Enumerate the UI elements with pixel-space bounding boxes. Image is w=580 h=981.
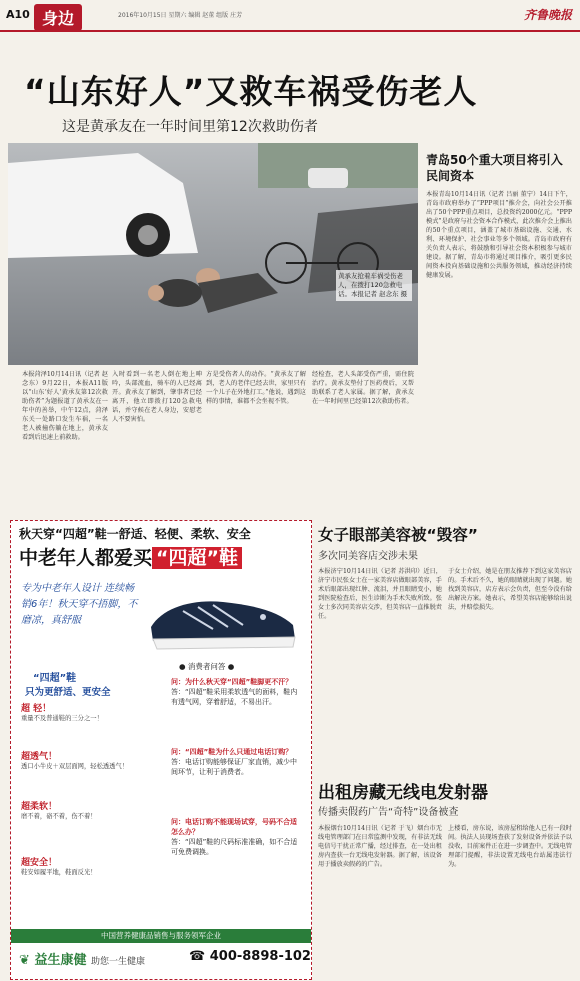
ad-bullet: 超透气！ 透口小牛皮＋双层面网，轻松透透气！	[21, 752, 129, 770]
hotline	[189, 949, 311, 964]
issue-meta: 2016年10月15日 星期六 编辑 赵董 组版 庄芳	[118, 12, 243, 19]
main-story-col4: 经检查，老人头部受伤严重，需住院治疗。黄承友垫付了医药费后，又帮助联系了老人家属。据了解，黄承友在一年时间里已经第12次救助伤者。	[312, 371, 414, 405]
ad-handwriting: 专为中老年人设计 连续畅销6年！秋天穿不捂脚，不磨凉，真舒服	[21, 583, 138, 626]
main-story-col1: 本报菏泽10月14日讯（记者 赵念东）9月22日，本报A11版以“山东‘好人’黄承友第12次救助伤者”为题报道了黄承友在一年中的善举，中午12点，菏泽东关一处路口发生车祸，一名老人被撞伤躺在地上，黄承友看到后迅速上前救助。	[22, 371, 108, 441]
story2-subheadline: 多次同美容店交涉未果	[318, 551, 418, 562]
section-label: 身边	[34, 4, 82, 31]
story3-col2: 上楼看，房东说，该房屋租给他人已有一段时间。执法人员现场查获了发射设备并依法予以没收，目前案件正在进一步调查中。无线电管理部门提醒，非法设置无线电台站属违法行为。	[448, 825, 572, 868]
shoe-advertisement	[10, 520, 312, 980]
main-headline: “山东好人”又救车祸受伤老人	[24, 72, 478, 111]
shoe-image	[143, 577, 303, 655]
qa-item: 问：“四超”鞋为什么只通过电话订购？ 答：电话订购能够保证厂家直销，减少中间环节，让利于消费者。	[171, 748, 297, 776]
ad-subtitle: “四超”鞋	[33, 673, 77, 684]
leaf-icon: ❦	[19, 953, 30, 968]
page-header	[0, 0, 580, 30]
ad-subtitle2: 只为更舒适、更安全	[25, 687, 111, 698]
news-photo	[8, 143, 418, 365]
header-rule	[0, 30, 580, 32]
ad-title-line1: 秋天穿“四超”鞋一舒适、轻便、柔软、安全	[19, 527, 251, 541]
page-number: A10	[6, 8, 30, 21]
story2-headline: 女子眼部美容被“毁容”	[318, 526, 478, 544]
story3-headline: 出租房藏无线电发射器	[318, 783, 488, 803]
qa-item: 问：电话订购不能现场试穿，号码不合适怎么办？ 答：“四超”鞋的尺码标准准确，如不合适可免费调换。	[171, 818, 298, 856]
hotline-number: 400-8898-102	[209, 949, 311, 964]
story3-col1: 本报烟台10月14日讯（记者 于飞）烟台市无线电管理部门在日常监测中发现，有非法无线电信号干扰正常广播，经过排查，在一处出租房内查获一台无线电发射器。据了解，该设备用于播放卖假药的广告。	[318, 825, 442, 868]
ad-title-line2	[19, 543, 242, 570]
phone-icon: ☎	[189, 949, 206, 964]
newspaper-logo: 齐鲁晚报	[523, 8, 572, 22]
story3-subheadline: 传播卖假药广告“奇特”设备被查	[318, 807, 459, 818]
main-story-col2: 入时看到一名老人倒在地上呻吟，头部流血，骑车的人已经离开。黄承友了解到，肇事者已经离开，他立即拨打120急救电话，并守候在老人身边，安慰老人不要害怕。	[112, 371, 202, 423]
ad-bullet: 超柔软！ 磨不着，硌不着，伤不着！	[21, 802, 97, 820]
brand-slogan: 助您一生健康	[90, 957, 145, 967]
brand-name: 益生康健	[34, 953, 87, 968]
photo-caption: 黄承友抢着车祸受伤老人，在拨打120急救电话。本报记者 赵念东 摄	[336, 270, 412, 301]
qa-section-label: ● 消费者问答 ●	[179, 662, 235, 671]
main-story-col3: 方是受伤者人的动作。“黄承友了解到，老人的老伴已经去世，家里只有一个儿子在外地打工。”他说，遇到这样的事情，谁都不会坐视不管。	[206, 371, 306, 405]
ad-title-highlight: “四超”鞋	[152, 547, 242, 569]
brand-logo	[19, 949, 145, 968]
shoe-icon	[143, 577, 303, 655]
story2-col1: 本报济宁10月14日讯（记者 苏洪印）近日，济宁市民张女士在一家美容店做眼部美容，手术后眼部出现红肿、流泪，并且眼睛变小，她到医院检查后，医生诊断为手术失败所致。张女士多次同美容店交涉，但美容店一直推脱责任。	[318, 568, 442, 620]
qa-item: 问：为什么秋天穿“四超”鞋脚更不汗？ 答：“四超”鞋采用柔软透气的面料，鞋内有透气网，穿着舒适，不易出汗。	[171, 678, 298, 706]
main-subheadline: 这是黄承友在一年时间里第12次救助伤者	[62, 119, 318, 135]
ad-bullet: 超安全！ 鞋安如履平地，鞋面反光！	[21, 858, 97, 876]
side-story-body: 本报青岛10月14日讯（记者 吕丽 董宁）14日下午，青岛市政府举办了“PPP项目”推介会，向社会公开推出了50个PPP重点项目，总投资约2000亿元。“PPP模式”是政府与社会资本合作模式，此次推介会上推出的50个重点项目，涵盖了城市基础设施、交通、水利、环境保护、社会事业等多个领域。青岛市政府有关负责人表示，将鼓励和引导社会资本积极参与城市建设。据了解，青岛市将通过项目推介，吸引更多民间资本投向基础设施和公共服务领域，推动经济持续健康发展。	[426, 191, 572, 279]
story2-col2: 于女士介绍，她是在朋友推荐下到这家美容店的。手术后不久，她的眼睛就出现了问题。她找到美容店，店方表示会负责，但至今没有给出解决方案。她表示，希望美容店能够给出说法，并赔偿损失。	[448, 568, 572, 611]
ad-footer-band: 中国营养健康品销售与服务领军企业	[11, 929, 311, 943]
news-photo-illustration	[8, 143, 418, 365]
ad-title-main: 中老年人都爱买	[19, 547, 153, 569]
ad-bullet: 超 轻！ 重量不及普通鞋的三分之一！	[21, 704, 103, 722]
side-headline: 青岛50个重大项目将引入民间资本	[426, 153, 563, 183]
ad-footer	[11, 929, 311, 979]
